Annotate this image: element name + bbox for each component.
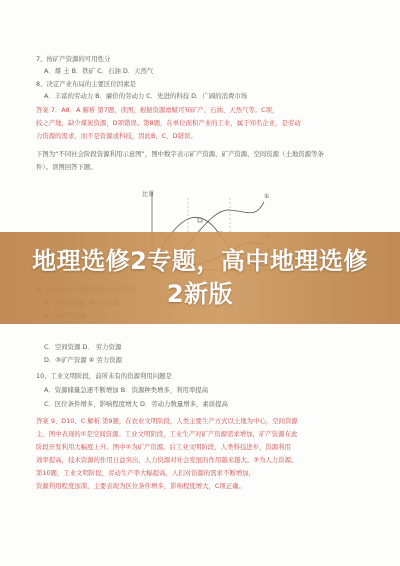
question-text-line: 8、决定产业布局的主要区位因素是 — [36, 80, 136, 88]
answer-text-line: 主，图中表现的①是空间资源。工业文明阶段，工业生产对矿产资源需求增加，矿产资源在此 — [36, 430, 298, 438]
question-text-line: C．空间资源 D． 劳力资源 — [44, 343, 122, 351]
question-text-line: A．资源储量急速不断增加 B．资源种类增多，利用率提高 — [44, 386, 209, 394]
banner-title: 地理选修2专题，高中地理选修2新版 — [32, 247, 368, 308]
title-banner — [0, 232, 400, 324]
question-text-line: A．煤 土 B．铁矿 C．石油 D．天然气 — [44, 67, 154, 75]
answer-text-line: 力资源的需求，而不是资源或科技，因此B、C、D错误。 — [36, 132, 197, 140]
answer-text-line: 阶段开发利用大幅度上升。图中②为矿产资源。后工业文明阶段，人类科技进步，资源利用 — [36, 443, 291, 451]
answer-text-line: 答案 9、D10、C 解析 第9题，在农业文明阶段，人类主要生产方式以土地为中心，空间资源 — [36, 417, 298, 425]
question-text-line: 件）。读图回答下题。 — [36, 163, 97, 171]
answer-text-line: 资源利用程度加深，主要表现为区位条件增多，影响程度增大，C项正确。 — [36, 482, 245, 490]
question-text-line: 7、按矿产资源的可用性分 — [36, 55, 111, 63]
question-text-line: 10、工业文明阶段，前所未有的资源利用问题是 — [36, 372, 172, 380]
question-text-line: D．③矿产资源 ④ 劳力资源 — [44, 356, 122, 364]
answer-text-line: 答案 7．A8．A 解析 第7题，读图，根据资源禀赋可知矿产、石油、天然气等。C项， — [36, 106, 279, 114]
answer-text-line: 效率提高，技术资源的作用日益突出，人力资源对社会发展的作用越来越大。③为人力资源。 — [36, 456, 298, 464]
question-text-line: C．区位条件增多，影响程度增大 D．劳动力数量增多，素质提高 — [44, 400, 228, 408]
question-text-line: A．丰富的劳动力 B．廉价的劳动力 C．先进的科技 D．广阔的消费市场 — [44, 92, 248, 100]
chart-label: 比重 — [142, 191, 155, 198]
question-text-line: 下图为“不同社会阶段资源利用示意图”，图中数字表示矿产资源、矿产资源、空间资源（土地资源等条 — [36, 150, 324, 158]
answer-text-line: 较之产地，缺少煤炭资源，D项错误。第8题，在单位面积产业的工业，属于知名企业，是劳动 — [36, 119, 301, 127]
answer-text-line: 第10题，工业文明阶段，劳动生产率大幅提高，人们对资源的需求不断增加， — [36, 469, 256, 477]
chart-label: ① — [264, 193, 270, 200]
